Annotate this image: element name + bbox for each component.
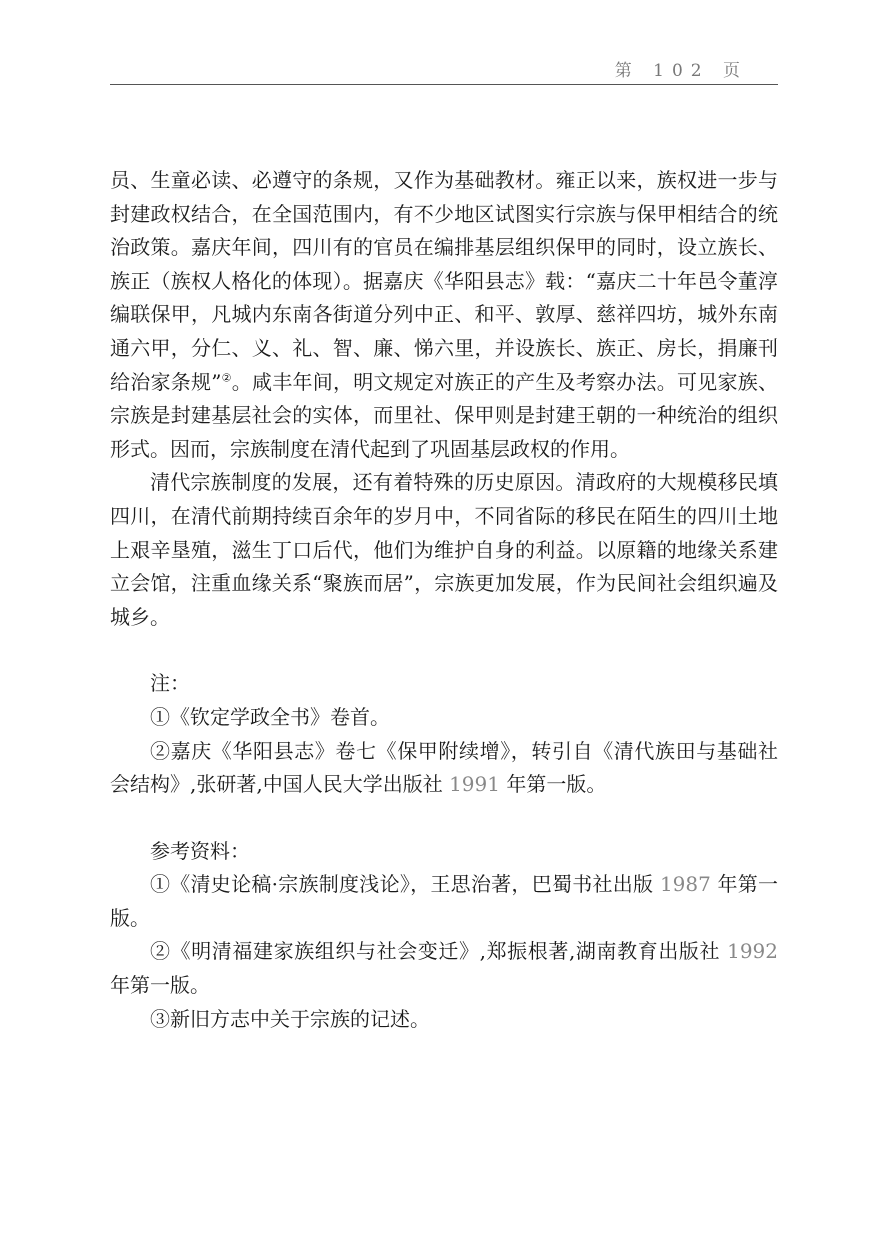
page-header xyxy=(110,50,778,85)
notes-heading: 注： xyxy=(150,671,190,696)
section-spacer xyxy=(110,634,778,667)
note-2 xyxy=(110,735,778,802)
reference-2 xyxy=(110,935,778,1002)
note-1: ①《钦定学政全书》卷首。 xyxy=(150,704,390,729)
note-2-year: 1991 xyxy=(449,772,500,797)
reference-1 xyxy=(110,868,778,935)
page-number: 第 102 页 xyxy=(614,61,748,81)
reference-1-year: 1987 xyxy=(659,872,711,897)
note-2-text-end: 年第一版。 xyxy=(499,772,607,797)
reference-2-text: ②《明清福建家族组织与社会变迁》,郑振根著,湖南教育出版社 xyxy=(150,939,728,964)
reference-3: ③新旧方志中关于宗族的记述。 xyxy=(150,1006,430,1031)
reference-2-text-end: 年第一版。 xyxy=(110,973,210,998)
body-paragraph-2: 清代宗族制度的发展，还有着特殊的历史原因。清政府的大规模移民填四川，在清代前期持续百余年的岁月中，不同省际的移民在陌生的四川土地上艰辛垦殖，滋生丁口后代，他们为维护自身的利益。以原籍的地缘关系建立会馆，注重血缘关系“聚族而居”，宗族更加发展，作为民间社会组织遍及城乡。 xyxy=(110,470,778,629)
section-spacer xyxy=(110,802,778,835)
paragraph-text-end: 。咸丰年间，明文规定对族正的产生及考察办法。可见家族、宗族是封建基层社会的实体，而里社、保甲则是封建王朝的一种统治的组织形式。因而，宗族制度在清代起到了巩固基层政权的作用。 xyxy=(110,369,778,461)
paragraph-text: 员、生童必读、必遵守的条规，又作为基础教材。雍正以来，族权进一步与封建政权结合，在全国范围内，有不少地区试图实行宗族与保甲相结合的统治政策。嘉庆年间，四川有的官员在编排基层组织保甲的同时，设立族长、族正（族权人格化的体现）。据嘉庆《华阳县志》载：“嘉庆二十年邑令董淳编联保甲，凡城内东南各街道分列中正、和平、敦厚、慈祥四坊，城外东南通六甲，分仁、义、礼、智、廉、悌六里，并设族长、族正、房长，捐廉刊给治家条规” xyxy=(110,168,778,394)
references-heading: 参考资料： xyxy=(150,838,250,863)
body-paragraph-1 xyxy=(110,164,778,466)
reference-1-text: ①《清史论稿·宗族制度浅论》，王思治著，巴蜀书社出版 xyxy=(150,872,660,897)
footnote-reference-2: ② xyxy=(221,370,232,384)
reference-2-year: 1992 xyxy=(727,939,778,964)
note-2-text: ②嘉庆《华阳县志》卷七《保甲附续增》，转引自《清代族田与基础社会结构》,张研著,中国人民大学出版社 xyxy=(110,738,778,797)
document-body xyxy=(110,164,778,1036)
reference-1-text-end: 年第一版。 xyxy=(110,872,779,930)
